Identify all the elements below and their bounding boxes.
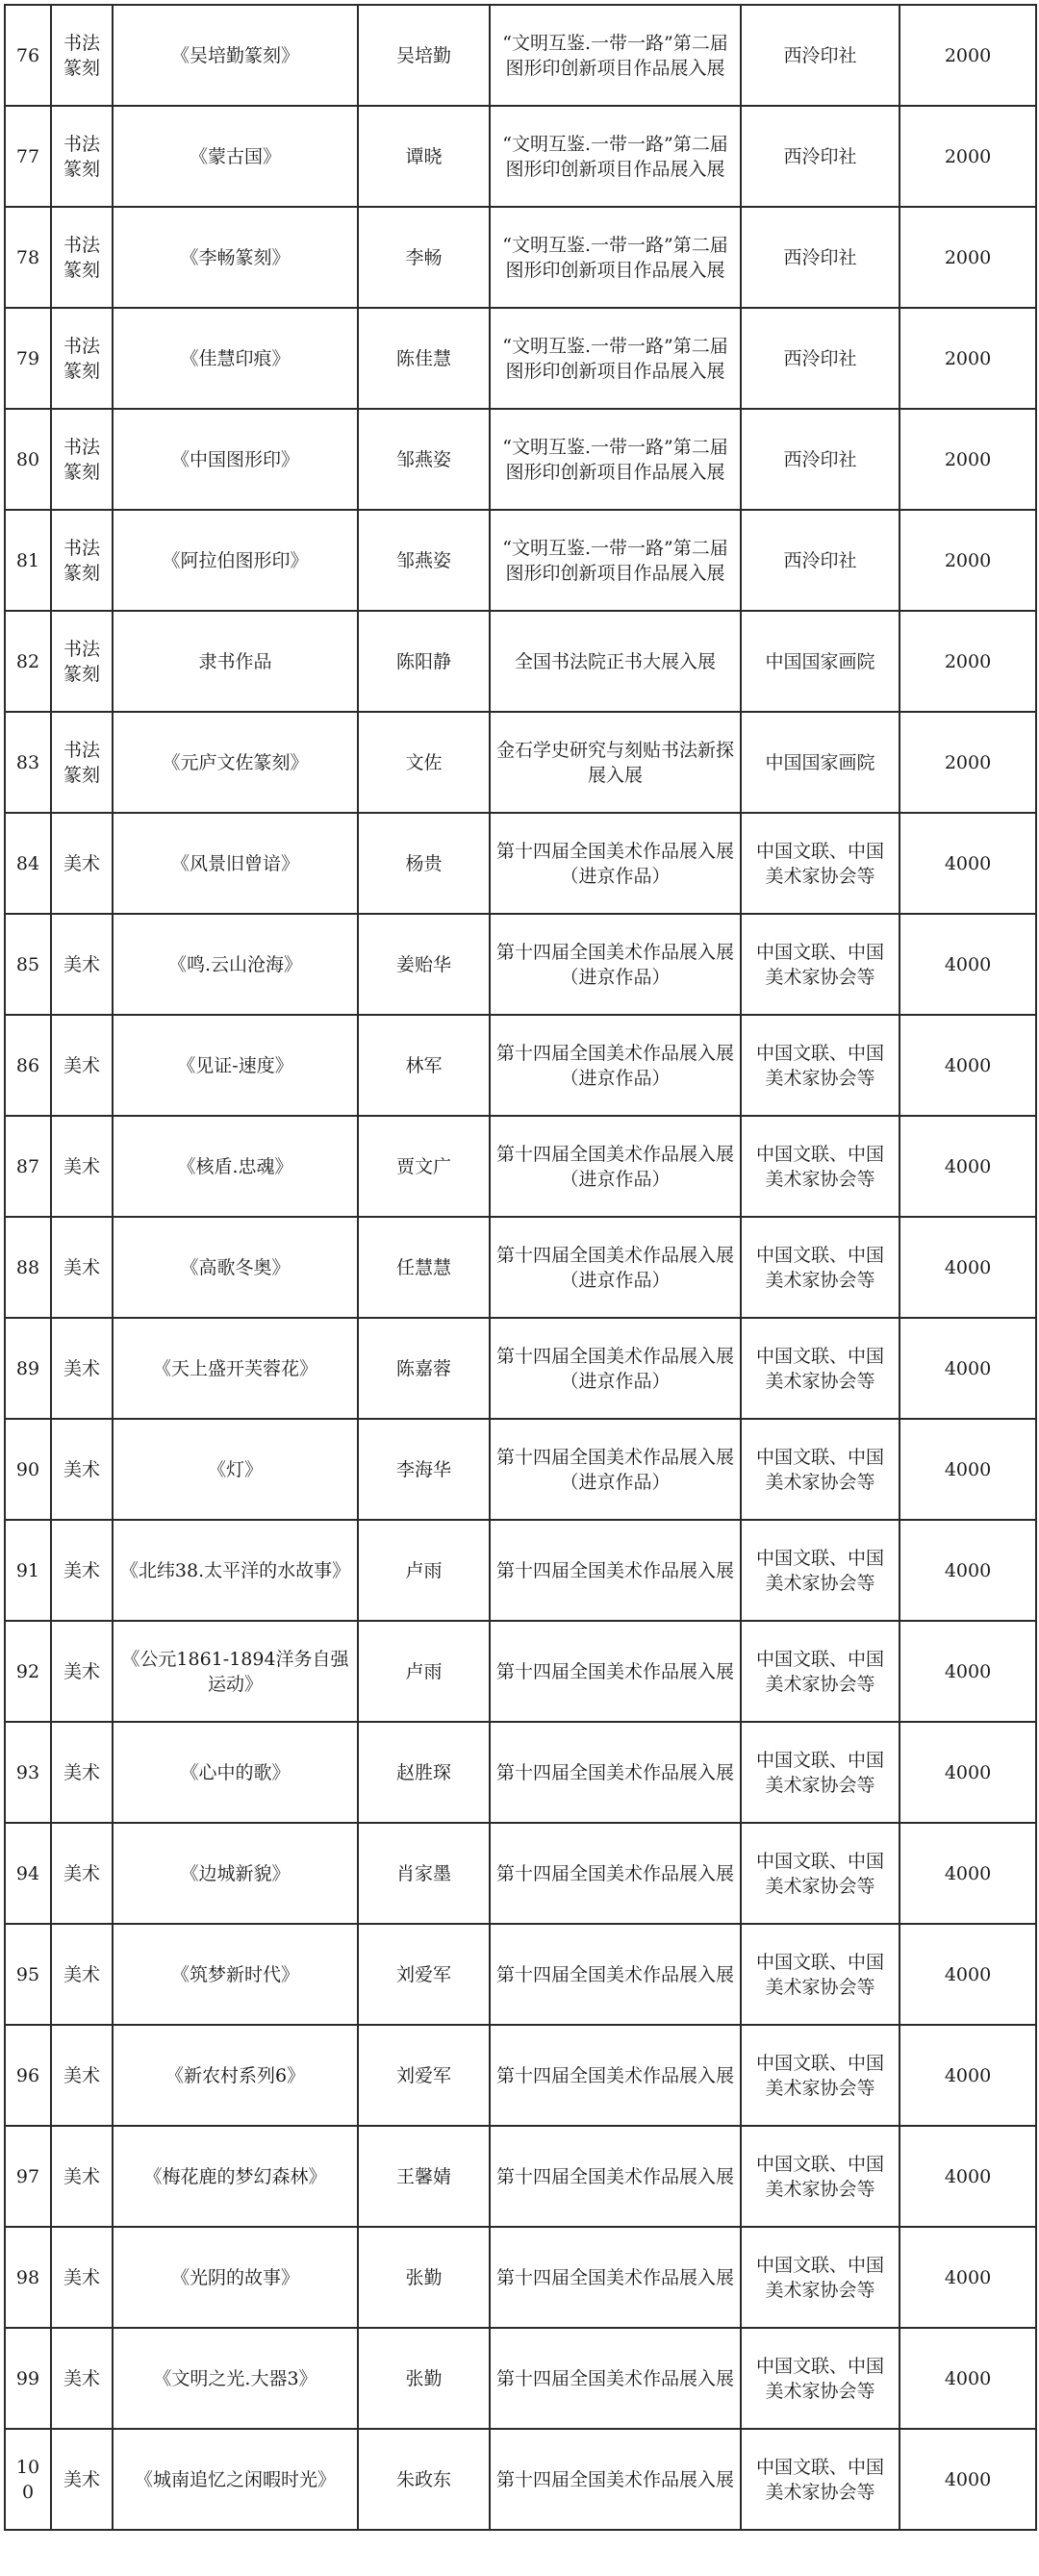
award-table-body xyxy=(5,5,1036,2530)
cell-category: 书法篆刻 xyxy=(51,409,113,510)
cell-author: 王馨婧 xyxy=(358,2126,490,2227)
cell-exhibition: 第十四届全国美术作品展入展 xyxy=(490,2126,741,2227)
cell-organizer: 中国文联、中国美术家协会等 xyxy=(741,1520,900,1621)
cell-exhibition: 第十四届全国美术作品展入展（进京作品） xyxy=(490,1116,741,1217)
cell-category: 美术 xyxy=(51,914,113,1015)
cell-organizer: 西泠印社 xyxy=(741,106,900,207)
cell-work-title: 《灯》 xyxy=(113,1419,358,1520)
cell-exhibition: “文明互鉴.一带一路”第二届图形印创新项目作品展入展 xyxy=(490,207,741,308)
cell-exhibition: 第十四届全国美术作品展入展 xyxy=(490,1621,741,1722)
cell-organizer: 中国文联、中国美术家协会等 xyxy=(741,1823,900,1924)
cell-exhibition: 第十四届全国美术作品展入展 xyxy=(490,1924,741,2025)
cell-exhibition: “文明互鉴.一带一路”第二届图形印创新项目作品展入展 xyxy=(490,510,741,611)
cell-category: 美术 xyxy=(51,1116,113,1217)
cell-exhibition: 第十四届全国美术作品展入展（进京作品） xyxy=(490,1015,741,1116)
cell-number: 95 xyxy=(5,1924,51,2025)
cell-author: 陈嘉蓉 xyxy=(358,1318,490,1419)
cell-number: 83 xyxy=(5,712,51,813)
cell-organizer: 中国文联、中国美术家协会等 xyxy=(741,2227,900,2328)
cell-amount: 4000 xyxy=(900,2025,1036,2126)
table-row xyxy=(5,2126,1036,2227)
cell-amount: 2000 xyxy=(900,611,1036,712)
cell-organizer: 西泠印社 xyxy=(741,5,900,106)
cell-work-title: 《见证-速度》 xyxy=(113,1015,358,1116)
cell-exhibition: 第十四届全国美术作品展入展（进京作品） xyxy=(490,914,741,1015)
table-row xyxy=(5,1318,1036,1419)
cell-amount: 4000 xyxy=(900,2227,1036,2328)
table-row xyxy=(5,712,1036,813)
table-row xyxy=(5,2429,1036,2530)
cell-work-title: 《高歌冬奥》 xyxy=(113,1217,358,1318)
cell-exhibition: 第十四届全国美术作品展入展（进京作品） xyxy=(490,1217,741,1318)
cell-amount: 4000 xyxy=(900,1318,1036,1419)
cell-work-title: 《心中的歌》 xyxy=(113,1722,358,1823)
table-row xyxy=(5,1924,1036,2025)
cell-category: 书法篆刻 xyxy=(51,611,113,712)
cell-category: 美术 xyxy=(51,2025,113,2126)
award-table xyxy=(4,4,1037,2531)
cell-work-title: 《北纬38.太平洋的水故事》 xyxy=(113,1520,358,1621)
cell-organizer: 中国文联、中国美术家协会等 xyxy=(741,2126,900,2227)
cell-organizer: 中国文联、中国美术家协会等 xyxy=(741,2429,900,2530)
cell-category: 书法篆刻 xyxy=(51,712,113,813)
cell-work-title: 《风景旧曾谙》 xyxy=(113,813,358,914)
cell-exhibition: 第十四届全国美术作品展入展 xyxy=(490,2328,741,2429)
cell-category: 美术 xyxy=(51,1520,113,1621)
table-row xyxy=(5,1116,1036,1217)
cell-organizer: 中国文联、中国美术家协会等 xyxy=(741,1621,900,1722)
cell-author: 陈阳静 xyxy=(358,611,490,712)
cell-author: 谭晓 xyxy=(358,106,490,207)
cell-amount: 4000 xyxy=(900,1722,1036,1823)
cell-category: 美术 xyxy=(51,1217,113,1318)
cell-category: 美术 xyxy=(51,2429,113,2530)
cell-work-title: 《鸣.云山沧海》 xyxy=(113,914,358,1015)
table-row xyxy=(5,1520,1036,1621)
cell-number: 85 xyxy=(5,914,51,1015)
cell-author: 贾文广 xyxy=(358,1116,490,1217)
cell-number: 86 xyxy=(5,1015,51,1116)
cell-number: 98 xyxy=(5,2227,51,2328)
cell-amount: 4000 xyxy=(900,2126,1036,2227)
cell-category: 书法篆刻 xyxy=(51,5,113,106)
table-row xyxy=(5,914,1036,1015)
table-row xyxy=(5,2328,1036,2429)
cell-author: 刘爱军 xyxy=(358,2025,490,2126)
cell-number: 79 xyxy=(5,308,51,409)
cell-amount: 2000 xyxy=(900,5,1036,106)
cell-organizer: 中国文联、中国美术家协会等 xyxy=(741,1419,900,1520)
cell-exhibition: 第十四届全国美术作品展入展 xyxy=(490,2227,741,2328)
cell-author: 吴培勤 xyxy=(358,5,490,106)
cell-work-title: 《文明之光.大器3》 xyxy=(113,2328,358,2429)
table-row xyxy=(5,1217,1036,1318)
cell-category: 美术 xyxy=(51,1924,113,2025)
cell-author: 张勤 xyxy=(358,2328,490,2429)
cell-amount: 4000 xyxy=(900,1823,1036,1924)
cell-organizer: 中国文联、中国美术家协会等 xyxy=(741,813,900,914)
cell-exhibition: 第十四届全国美术作品展入展 xyxy=(490,2429,741,2530)
cell-work-title: 《佳慧印痕》 xyxy=(113,308,358,409)
cell-author: 邹燕姿 xyxy=(358,510,490,611)
cell-author: 林军 xyxy=(358,1015,490,1116)
cell-exhibition: 第十四届全国美术作品展入展 xyxy=(490,1520,741,1621)
cell-work-title: 《光阴的故事》 xyxy=(113,2227,358,2328)
cell-category: 美术 xyxy=(51,2227,113,2328)
cell-work-title: 《梅花鹿的梦幻森林》 xyxy=(113,2126,358,2227)
cell-number: 93 xyxy=(5,1722,51,1823)
cell-organizer: 中国文联、中国美术家协会等 xyxy=(741,2025,900,2126)
cell-category: 美术 xyxy=(51,1823,113,1924)
cell-author: 卢雨 xyxy=(358,1621,490,1722)
cell-number: 78 xyxy=(5,207,51,308)
cell-author: 任慧慧 xyxy=(358,1217,490,1318)
table-row xyxy=(5,1823,1036,1924)
cell-exhibition: 第十四届全国美术作品展入展 xyxy=(490,2025,741,2126)
cell-category: 美术 xyxy=(51,1621,113,1722)
cell-organizer: 西泠印社 xyxy=(741,510,900,611)
table-row xyxy=(5,106,1036,207)
table-row xyxy=(5,510,1036,611)
cell-author: 李畅 xyxy=(358,207,490,308)
cell-organizer: 中国文联、中国美术家协会等 xyxy=(741,1722,900,1823)
cell-work-title: 《吴培勤篆刻》 xyxy=(113,5,358,106)
cell-work-title: 隶书作品 xyxy=(113,611,358,712)
cell-amount: 4000 xyxy=(900,1217,1036,1318)
cell-amount: 4000 xyxy=(900,2429,1036,2530)
table-row xyxy=(5,1621,1036,1722)
cell-category: 书法篆刻 xyxy=(51,510,113,611)
cell-author: 卢雨 xyxy=(358,1520,490,1621)
cell-author: 李海华 xyxy=(358,1419,490,1520)
cell-work-title: 《边城新貌》 xyxy=(113,1823,358,1924)
table-row xyxy=(5,1419,1036,1520)
cell-category: 美术 xyxy=(51,1722,113,1823)
cell-category: 美术 xyxy=(51,1015,113,1116)
cell-amount: 4000 xyxy=(900,1621,1036,1722)
cell-number: 87 xyxy=(5,1116,51,1217)
table-row xyxy=(5,1015,1036,1116)
table-row xyxy=(5,2025,1036,2126)
cell-amount: 2000 xyxy=(900,106,1036,207)
cell-author: 赵胜琛 xyxy=(358,1722,490,1823)
cell-author: 陈佳慧 xyxy=(358,308,490,409)
table-row xyxy=(5,813,1036,914)
cell-category: 书法篆刻 xyxy=(51,207,113,308)
cell-author: 肖家墨 xyxy=(358,1823,490,1924)
cell-amount: 4000 xyxy=(900,1520,1036,1621)
cell-category: 美术 xyxy=(51,2126,113,2227)
cell-organizer: 中国文联、中国美术家协会等 xyxy=(741,2328,900,2429)
cell-work-title: 《李畅篆刻》 xyxy=(113,207,358,308)
cell-category: 书法篆刻 xyxy=(51,308,113,409)
cell-number: 94 xyxy=(5,1823,51,1924)
cell-exhibition: 第十四届全国美术作品展入展（进京作品） xyxy=(490,1419,741,1520)
cell-number: 89 xyxy=(5,1318,51,1419)
cell-work-title: 《天上盛开芙蓉花》 xyxy=(113,1318,358,1419)
cell-organizer: 中国文联、中国美术家协会等 xyxy=(741,914,900,1015)
cell-author: 姜贻华 xyxy=(358,914,490,1015)
cell-organizer: 中国文联、中国美术家协会等 xyxy=(741,1318,900,1419)
cell-amount: 4000 xyxy=(900,1015,1036,1116)
cell-author: 文佐 xyxy=(358,712,490,813)
cell-amount: 4000 xyxy=(900,1419,1036,1520)
cell-number: 96 xyxy=(5,2025,51,2126)
cell-amount: 4000 xyxy=(900,1116,1036,1217)
table-row xyxy=(5,409,1036,510)
cell-amount: 2000 xyxy=(900,409,1036,510)
cell-exhibition: “文明互鉴.一带一路”第二届图形印创新项目作品展入展 xyxy=(490,106,741,207)
cell-amount: 4000 xyxy=(900,2328,1036,2429)
cell-author: 张勤 xyxy=(358,2227,490,2328)
cell-number: 80 xyxy=(5,409,51,510)
cell-number: 81 xyxy=(5,510,51,611)
cell-exhibition: 全国书法院正书大展入展 xyxy=(490,611,741,712)
cell-number: 90 xyxy=(5,1419,51,1520)
cell-number: 92 xyxy=(5,1621,51,1722)
cell-organizer: 中国文联、中国美术家协会等 xyxy=(741,1217,900,1318)
cell-work-title: 《阿拉伯图形印》 xyxy=(113,510,358,611)
cell-exhibition: 金石学史研究与刻贴书法新探展入展 xyxy=(490,712,741,813)
cell-category: 美术 xyxy=(51,813,113,914)
cell-number: 99 xyxy=(5,2328,51,2429)
cell-work-title: 《蒙古国》 xyxy=(113,106,358,207)
cell-author: 杨贵 xyxy=(358,813,490,914)
cell-author: 邹燕姿 xyxy=(358,409,490,510)
cell-amount: 2000 xyxy=(900,308,1036,409)
table-row xyxy=(5,308,1036,409)
cell-organizer: 西泠印社 xyxy=(741,207,900,308)
cell-amount: 2000 xyxy=(900,510,1036,611)
cell-number: 84 xyxy=(5,813,51,914)
cell-exhibition: 第十四届全国美术作品展入展（进京作品） xyxy=(490,813,741,914)
cell-category: 书法篆刻 xyxy=(51,106,113,207)
cell-amount: 2000 xyxy=(900,712,1036,813)
cell-number: 82 xyxy=(5,611,51,712)
cell-number: 76 xyxy=(5,5,51,106)
cell-amount: 4000 xyxy=(900,1924,1036,2025)
cell-number: 77 xyxy=(5,106,51,207)
cell-amount: 4000 xyxy=(900,914,1036,1015)
cell-amount: 4000 xyxy=(900,813,1036,914)
cell-organizer: 西泠印社 xyxy=(741,308,900,409)
cell-work-title: 《核盾.忠魂》 xyxy=(113,1116,358,1217)
cell-work-title: 《元庐文佐篆刻》 xyxy=(113,712,358,813)
cell-exhibition: “文明互鉴.一带一路”第二届图形印创新项目作品展入展 xyxy=(490,308,741,409)
cell-organizer: 中国国家画院 xyxy=(741,712,900,813)
cell-work-title: 《城南追忆之闲暇时光》 xyxy=(113,2429,358,2530)
table-row xyxy=(5,611,1036,712)
cell-organizer: 中国文联、中国美术家协会等 xyxy=(741,1924,900,2025)
table-row xyxy=(5,2227,1036,2328)
cell-number: 91 xyxy=(5,1520,51,1621)
cell-work-title: 《公元1861-1894洋务自强运动》 xyxy=(113,1621,358,1722)
cell-category: 美术 xyxy=(51,2328,113,2429)
cell-number: 88 xyxy=(5,1217,51,1318)
cell-amount: 2000 xyxy=(900,207,1036,308)
cell-organizer: 中国文联、中国美术家协会等 xyxy=(741,1116,900,1217)
cell-work-title: 《筑梦新时代》 xyxy=(113,1924,358,2025)
table-row xyxy=(5,207,1036,308)
cell-organizer: 中国国家画院 xyxy=(741,611,900,712)
cell-exhibition: “文明互鉴.一带一路”第二届图形印创新项目作品展入展 xyxy=(490,5,741,106)
cell-number: 97 xyxy=(5,2126,51,2227)
cell-category: 美术 xyxy=(51,1419,113,1520)
cell-author: 刘爱军 xyxy=(358,1924,490,2025)
table-row xyxy=(5,5,1036,106)
cell-exhibition: “文明互鉴.一带一路”第二届图形印创新项目作品展入展 xyxy=(490,409,741,510)
cell-exhibition: 第十四届全国美术作品展入展 xyxy=(490,1722,741,1823)
cell-exhibition: 第十四届全国美术作品展入展 xyxy=(490,1823,741,1924)
cell-number: 100 xyxy=(5,2429,51,2530)
cell-exhibition: 第十四届全国美术作品展入展（进京作品） xyxy=(490,1318,741,1419)
cell-organizer: 西泠印社 xyxy=(741,409,900,510)
cell-work-title: 《新农村系列6》 xyxy=(113,2025,358,2126)
table-row xyxy=(5,1722,1036,1823)
cell-category: 美术 xyxy=(51,1318,113,1419)
cell-organizer: 中国文联、中国美术家协会等 xyxy=(741,1015,900,1116)
cell-author: 朱政东 xyxy=(358,2429,490,2530)
cell-work-title: 《中国图形印》 xyxy=(113,409,358,510)
